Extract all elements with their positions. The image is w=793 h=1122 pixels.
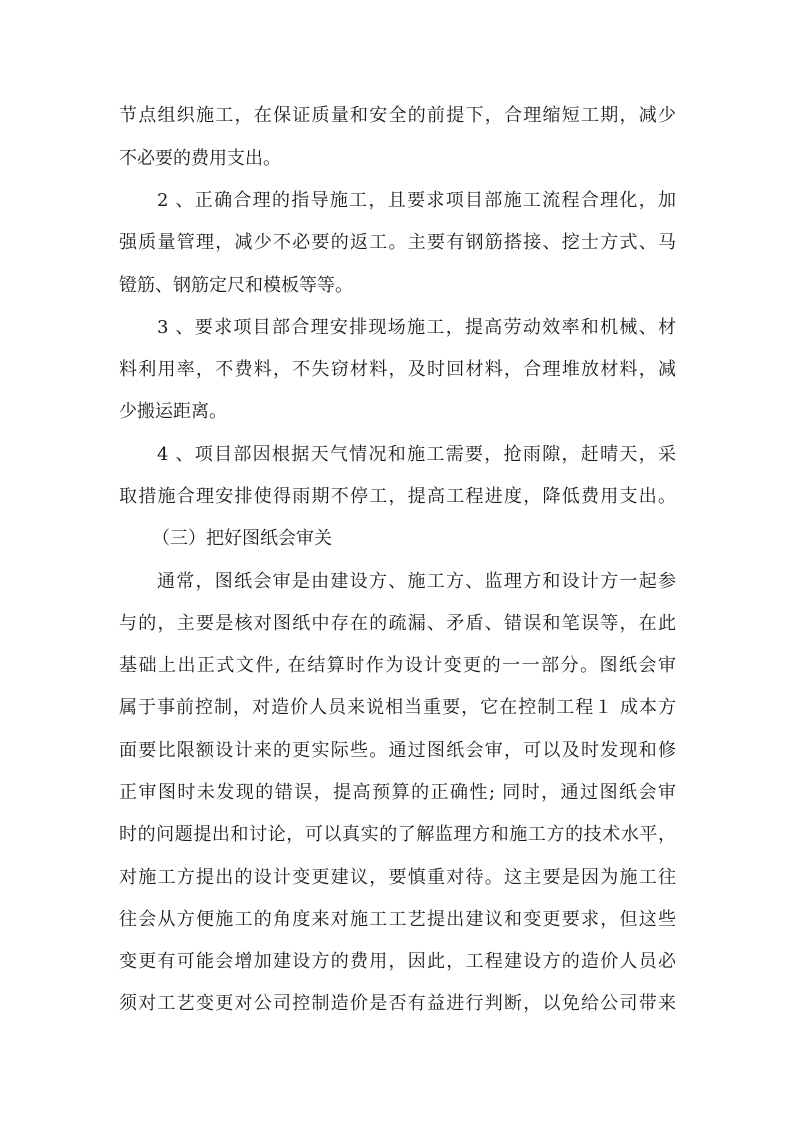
paragraph-line: 变更有可能会增加建设方的费用，因此，工程建设方的造价人员必 [119,951,676,972]
paragraph-line: 2 、正确合理的指导施工，且要求项目部施工流程合理化，加 [157,190,676,211]
paragraph-line: 通常，图纸会审是由建设方、施工方、监理方和设计方一起参 [157,571,676,592]
paragraph-line: 强质量管理，减少不必要的返工。主要有钢筋搭接、挖士方式、马 [119,232,676,253]
paragraph-line: 少搬运距离。 [119,401,227,422]
paragraph-line: 节点组织施工，在保证质量和安全的前提下，合理缩短工期，减少 [119,105,676,126]
paragraph-line: 时的问题提出和讨论，可以真实的了解监理方和施工方的技术水平， [119,824,676,845]
paragraph-line: 须对工艺变更对公司控制造价是否有益进行判断，以免给公司带来 [119,993,676,1014]
paragraph-line: 往会从方便施工的角度来对施工工艺提出建议和变更要求，但这些 [119,909,676,930]
paragraph-line: 3 、要求项目部合理安排现场施工，提高劳动效率和机械、材 [157,317,676,338]
paragraph-line: 基础上出正式文件, 在结算时作为设计变更的一一部分。图纸会审 [119,655,676,676]
paragraph-line: 属于事前控制，对造价人员来说相当重要，它在控制工程１ 成本方 [119,697,676,718]
paragraph-line: 4 、项目部因根据天气情况和施工需要，抢雨隙，赶晴天，采 [157,444,676,465]
paragraph-line: 镫筋、钢筋定尺和模板等等。 [119,275,353,296]
paragraph-line: 与的，主要是核对图纸中存在的疏漏、矛盾、错误和笔误等，在此 [119,613,676,634]
paragraph-line: 面要比限额设计来的更实际些。通过图纸会审，可以及时发现和修 [119,740,676,761]
paragraph-line: 对施工方提出的设计变更建议，要慎重对待。这主要是因为施工往 [119,867,676,888]
paragraph-line: 不必要的费用支出。 [119,148,281,169]
paragraph-line: 正审图时未发现的错误，提高预算的正确性; 同时，通过图纸会审 [119,782,676,803]
paragraph-line: 取措施合理安排使得雨期不停工，提高工程进度，降低费用支出。 [119,486,676,507]
paragraph-line: 料利用率，不费料，不失窃材料，及时回材料，合理堆放材料，减 [119,359,676,380]
section-heading: （三）把好图纸会审关 [152,528,332,549]
